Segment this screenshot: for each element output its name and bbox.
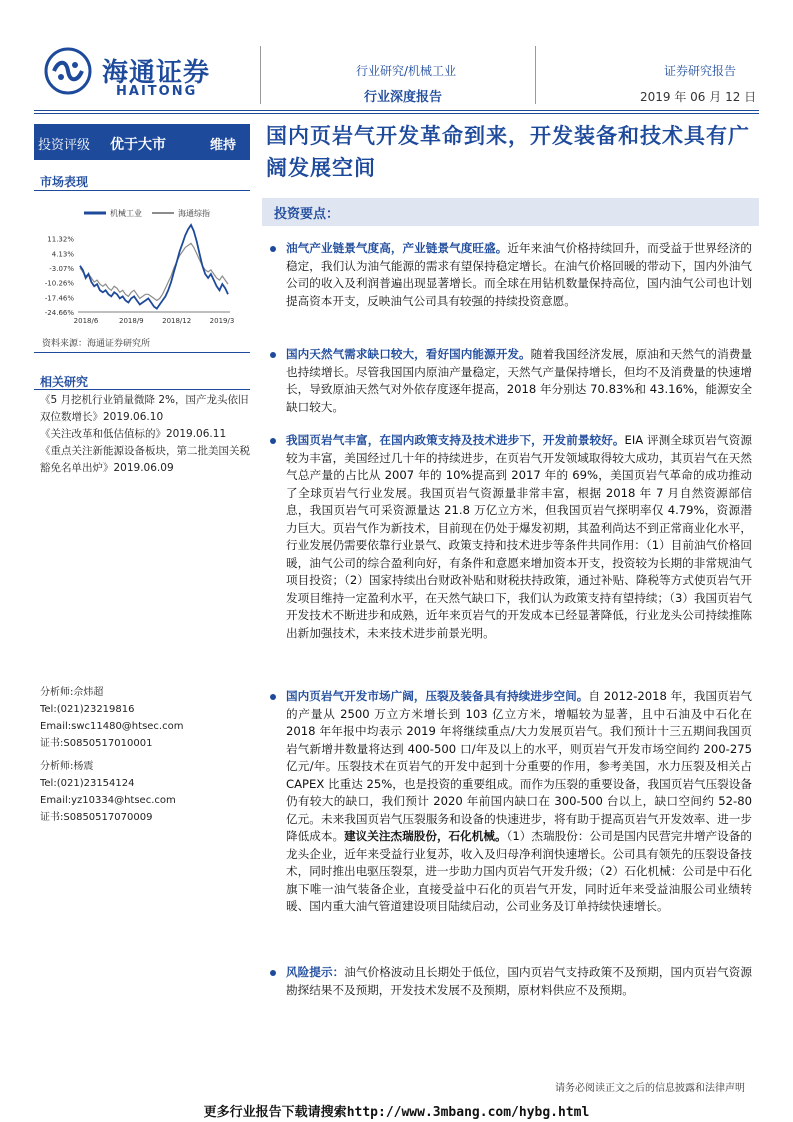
- analyst-block-2: [40, 758, 176, 826]
- analyst-cert: 证书:S0850517010001: [40, 738, 153, 749]
- paragraph-3: [270, 432, 752, 642]
- y-tick-label: -10.26%: [44, 279, 74, 288]
- related-item[interactable]: 《重点关注新能源设备板块，第二批美国关税豁免名单出炉》2019.06.09: [40, 445, 250, 474]
- paragraph-lead: 风险提示：: [286, 965, 345, 979]
- series-line-machinery: [80, 225, 228, 309]
- paragraph-tail: （1）杰瑞股份：公司是国内民营完井增产设备的龙头企业，近年来受益行业复苏，收入及归母净利润快速增长。公司具有领先的压裂设备技术，同时推出电驱压裂泵，进一步助力国内页岩气开发升级；（2）石化机械：公司是中石化旗下唯一油气装备企业，直接受益中石化的页岩气开发，同时近年来受益油服公司业绩转暖、国内重大油气管道建设项目陆续启动，公司业务及订单持续快速增长。: [286, 829, 752, 913]
- analyst-name: 分析师:杨震: [40, 761, 94, 772]
- chart-legend: [84, 208, 210, 218]
- x-tick-label: 2018/9: [119, 317, 144, 325]
- market-rule: [34, 190, 250, 191]
- analyst-tel: Tel:(021)23154124: [40, 778, 135, 789]
- x-tick-label: 2019/3: [209, 317, 235, 325]
- logo-english: HAITONG: [116, 84, 198, 99]
- header-divider: [260, 46, 261, 104]
- market-title: 市场表现: [40, 175, 89, 189]
- y-tick-label: -3.07%: [49, 264, 74, 273]
- related-list: [40, 392, 250, 477]
- analyst-email[interactable]: Email:swc11480@htsec.com: [40, 721, 184, 732]
- analyst-block-1: [40, 684, 183, 752]
- disclaimer-note: 请务必阅读正文之后的信息披露和法律声明: [555, 1083, 745, 1094]
- key-points-bar: [262, 198, 759, 226]
- key-points-label: 投资要点：: [274, 207, 340, 222]
- x-tick-label: 2018/12: [162, 317, 192, 325]
- header-divider-2: [535, 46, 536, 104]
- report-label: 证券研究报告: [664, 64, 737, 78]
- paragraph-lead: 国内页岩气开发市场广阔，压裂及装备具有持续进步空间。: [286, 689, 589, 703]
- paragraph-4: [270, 688, 752, 916]
- paragraph-2: [270, 346, 752, 416]
- report-type: 行业深度报告: [364, 90, 443, 105]
- report-date: 2019 年 06 月 12 日: [640, 90, 757, 104]
- y-tick-label: 11.32%: [47, 235, 74, 244]
- rating-label: 投资评级: [38, 138, 91, 153]
- rating-bar: [34, 124, 250, 160]
- paragraph-lead: 国内天然气需求缺口较大，看好国内能源开发。: [286, 347, 531, 361]
- logo-chinese: 海通证券: [102, 58, 211, 88]
- chart-source: 资料来源：海通证券研究所: [42, 339, 151, 349]
- paragraph-recommendation: 建议关注杰瑞股份，石化机械。: [344, 829, 507, 843]
- related-title: 相关研究: [40, 375, 89, 389]
- paragraph-5: [270, 964, 752, 999]
- related-item[interactable]: 《5 月挖机行业销量微降 2%，国产龙头依旧双位数增长》2019.06.10: [40, 394, 249, 423]
- paragraph-body: 油气价格波动且长期处于低位，国内页岩气支持政策不及预期，国内页岩气资源勘探结果不及预期，开发技术发展不及预期，原材料供应不及预期。: [286, 965, 752, 997]
- rating-value: 优于大市: [110, 137, 166, 153]
- market-chart: [34, 198, 250, 330]
- rating-action: 维持: [210, 138, 237, 153]
- legend-label-index: 海通综指: [178, 209, 210, 218]
- paragraph-body: 自 2012-2018 年，我国页岩气的产量从 2500 万立方米增长到 103 亿立方米，增幅较为显著，且中石油及中石化在 2018 年年报中均表示 2019 年将继续重点/大力发展页岩气。我们预计十三五期间我国页岩气新增井数量将达到 400-500 口/年及以上的水平，则页岩气开发市场空间约 200-275 亿元/年。压裂技术在页岩气的开发中起到十分重要的作用，参考美国，水力压裂及相关占 CAPEX 比重达 25%，也是投资的重要组成。而作为压裂的重要设备，我国页岩气压裂设备仍有较大的缺口，我们预计 2020 年前国内缺口在 300-500 台以上，缺口空间约 52-80 亿元。未来我国页岩气压裂服务和设备的快速进步，将有助于提高页岩气开发效率、进一步降低成本。: [286, 689, 752, 843]
- analyst-cert: 证书:S0850517070009: [40, 812, 153, 823]
- download-link[interactable]: [0, 1101, 793, 1120]
- paragraph-1: [270, 240, 752, 310]
- paragraph-lead: 油气产业链景气度高，产业链景气度旺盛。: [286, 241, 508, 255]
- related-item[interactable]: 《关注改革和低估值标的》2019.06.11: [40, 428, 227, 440]
- x-tick-label: 2018/6: [73, 317, 99, 325]
- paragraph-body: 近年来油气价格持续回升，而受益于世界经济的稳定，我们认为油气能源的需求有望保持稳定增长。在油气价格回暖的带动下，国内外油气公司的收入及利润普遍出现显著增长。而全球在用钻机数量保持高位，国内油气公司也计划提高资本开支，反映油气公司具有较强的持续投资意愿。: [286, 241, 752, 308]
- analyst-email[interactable]: Email:yz10334@htsec.com: [40, 795, 176, 806]
- haitong-logo-icon: [44, 47, 92, 95]
- market-bottom-rule: [34, 352, 250, 353]
- y-tick-label: -24.66%: [44, 309, 74, 317]
- y-tick-label: -17.46%: [44, 294, 74, 303]
- paragraph-body: 随着我国经济发展，原油和天然气的消费量也持续增长。尽管我国国内原油产量稳定，天然气产量保持增长，但均不及消费量的快速增长，导致原油天然气对外依存度逐年提高，2018 年分别达 70.83%和 43.16%，能源安全缺口较大。: [286, 347, 752, 414]
- analyst-name: 分析师:佘炜超: [40, 687, 104, 698]
- y-tick-label: 4.13%: [51, 250, 74, 259]
- legend-label-machinery: 机械工业: [110, 209, 142, 218]
- paragraph-lead: 我国页岩气丰富，在国内政策支持及技术进步下，开发前景较好。: [286, 433, 625, 447]
- header-rule-2: [34, 113, 759, 114]
- report-title: 国内页岩气开发革命到来，开发装备和技术具有广阔发展空间: [266, 123, 750, 180]
- report-category: 行业研究/机械工业: [356, 64, 457, 78]
- analyst-tel: Tel:(021)23219816: [40, 704, 135, 715]
- header-rule: [34, 110, 759, 111]
- related-rule: [34, 389, 250, 390]
- download-text: 更多行业报告下载请搜索: [203, 1105, 347, 1120]
- download-url[interactable]: http://www.3mbang.com/hybg.html: [346, 1105, 590, 1120]
- paragraph-body: EIA 评测全球页岩气资源较为丰富，美国经过几十年的持续进步，在页岩气开发领域取得较大成功，其页岩气在天然气总产量的占比从 2007 年的 10%提高到 2017 年的 69%，美国页岩气革命的成功推动了全球页岩气行业发展。我国页岩气资源量非常丰富，根据 2018 年 7 月自然资源部信息，我国页岩气可采资源量达 21.8 万亿立方米，但我国页岩气探明率仅 4.79%，资源潜力巨大。页岩气作为新技术，目前现在仍处于爆发初期，其盈利尚达不到正常商业化水平，行业发展仍需要依靠行业景气、政策支持和技术进步等条件共同作用：（1）目前油气价格回暖，油气公司的综合盈利向好，有条件和意愿来增加资本开支，投资较为长期的非常规油气项目投资；（2）国家持续出台财政补贴和财税扶持政策，通过补贴、降税等方式使页岩气开发项目维持一定盈利水平，在天然气缺口下，我们认为政策支持有望持续；（3）我国页岩气开发技术不断进步和成熟，近年来页岩气的开发成本已经显著降低，行业龙头公司持续推陈出新加强技术，未来技术进步前景光明。: [286, 433, 752, 640]
